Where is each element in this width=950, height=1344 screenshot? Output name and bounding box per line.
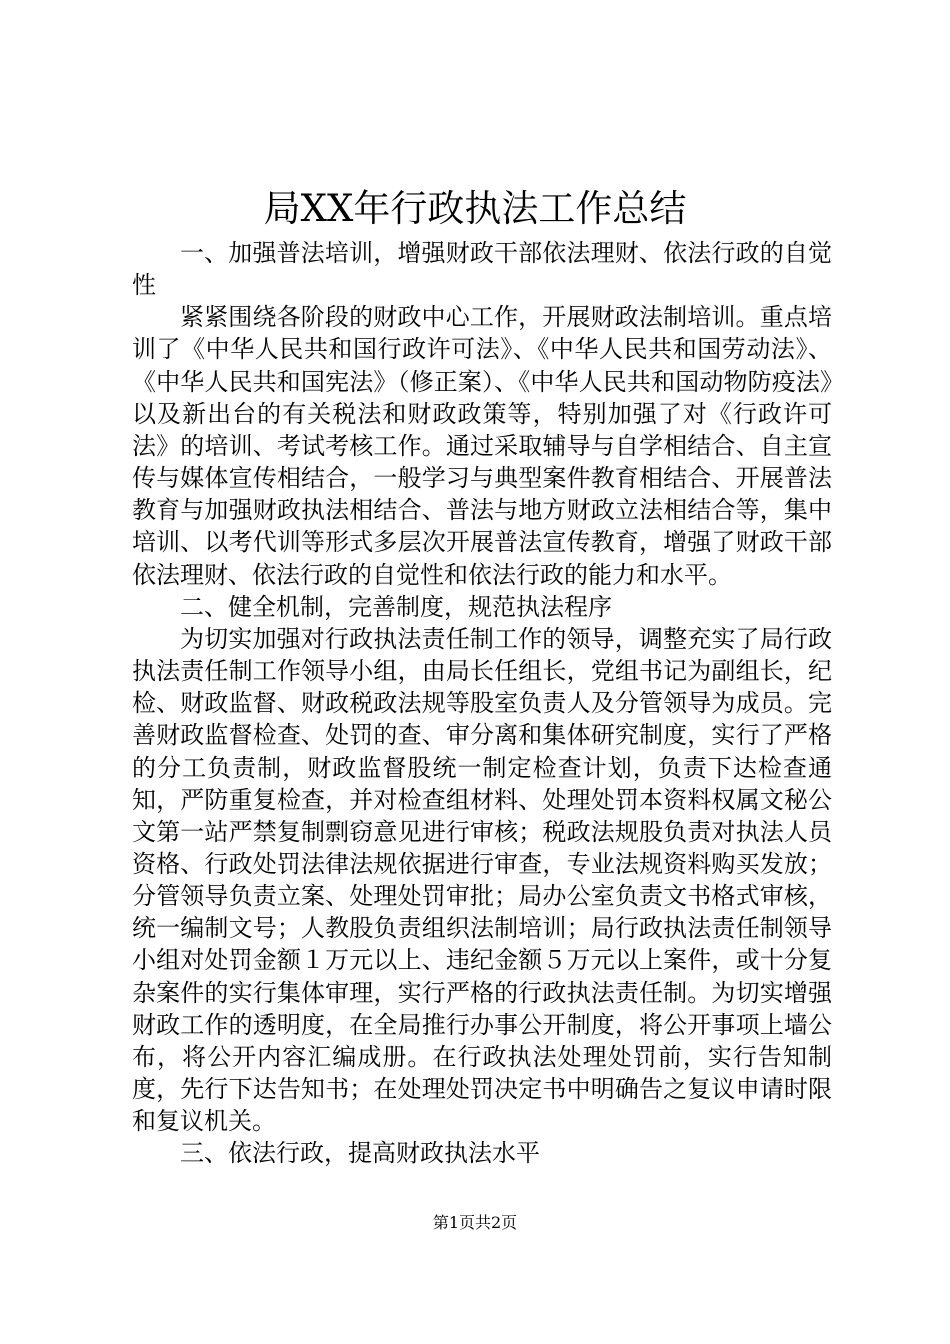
document-title: 局XX年行政执法工作总结 — [263, 187, 687, 230]
page-number: 第1页 — [432, 1213, 475, 1232]
section-heading-3: 三、依法行政，提高财政执法水平 — [180, 1139, 540, 1168]
page-total: 共2页 — [475, 1213, 518, 1232]
paragraph-2: 为切实加强对行政执法责任制工作的领导，调整充实了局行政执法责任制工作领导小组，由局长任组长，党组书记为副组长，纪检、财政监督、财政税政法规等股室负责人及分管领导为成员。完善财政监督检查、处罚的查、审分离和集体研究制度，实行了严格的分工负责制，财政监督股统一制定检查计划，负责下达检查通知，严防重复检查，并对检查组材料、处理处罚本资料权属文秘公文第一站严禁复制剽窃意见进行审核；税政法规股负责对执法人员资格、行政处罚法律法规依据进行审查，专业法规资料购买发放；分管领导负责立案、处理处罚审批；局办公室负责文书格式审核，统一编制文号；人教股负责组织法制培训；局行政执法责任制领导小组对处罚金额１万元以上、违纪金额５万元以上案件，或十分复杂案件的实行集体审理，实行严格的行政执法责任制。为切实增强财政工作的透明度，在全局推行办事公开制度，将公开事项上墙公布，将公开内容汇编成册。在行政执法处理处罚前，实行告知制度，先行下达告知书；在处理处罚决定书中明确告之复议申请时限和复议机关。 — [132, 624, 832, 1136]
document-body — [132, 237, 832, 1170]
section-heading-1: 一、加强普法培训，增强财政干部依法理财、依法行政的自觉性 — [132, 239, 832, 300]
page-footer — [0, 1211, 950, 1235]
paragraph-1: 紧紧围绕各阶段的财政中心工作，开展财政法制培训。重点培训了《中华人民共和国行政许可法》、《中华人民共和国劳动法》、《中华人民共和国宪法》（修正案）、《中华人民共和国动物防疫法》以及新出台的有关税法和财政政策等，特别加强了对《行政许可法》的培训、考试考核工作。通过采取辅导与自学相结合、自主宣传与媒体宣传相结合，一般学习与典型案件教育相结合、开展普法教育与加强财政执法相结合、普法与地方财政立法相结合等，集中培训、以考代训等形式多层次开展普法宣传教育，增强了财政干部依法理财、依法行政的自觉性和依法行政的能力和水平。 — [132, 303, 832, 589]
section-heading-2: 二、健全机制，完善制度，规范执法程序 — [180, 592, 612, 621]
